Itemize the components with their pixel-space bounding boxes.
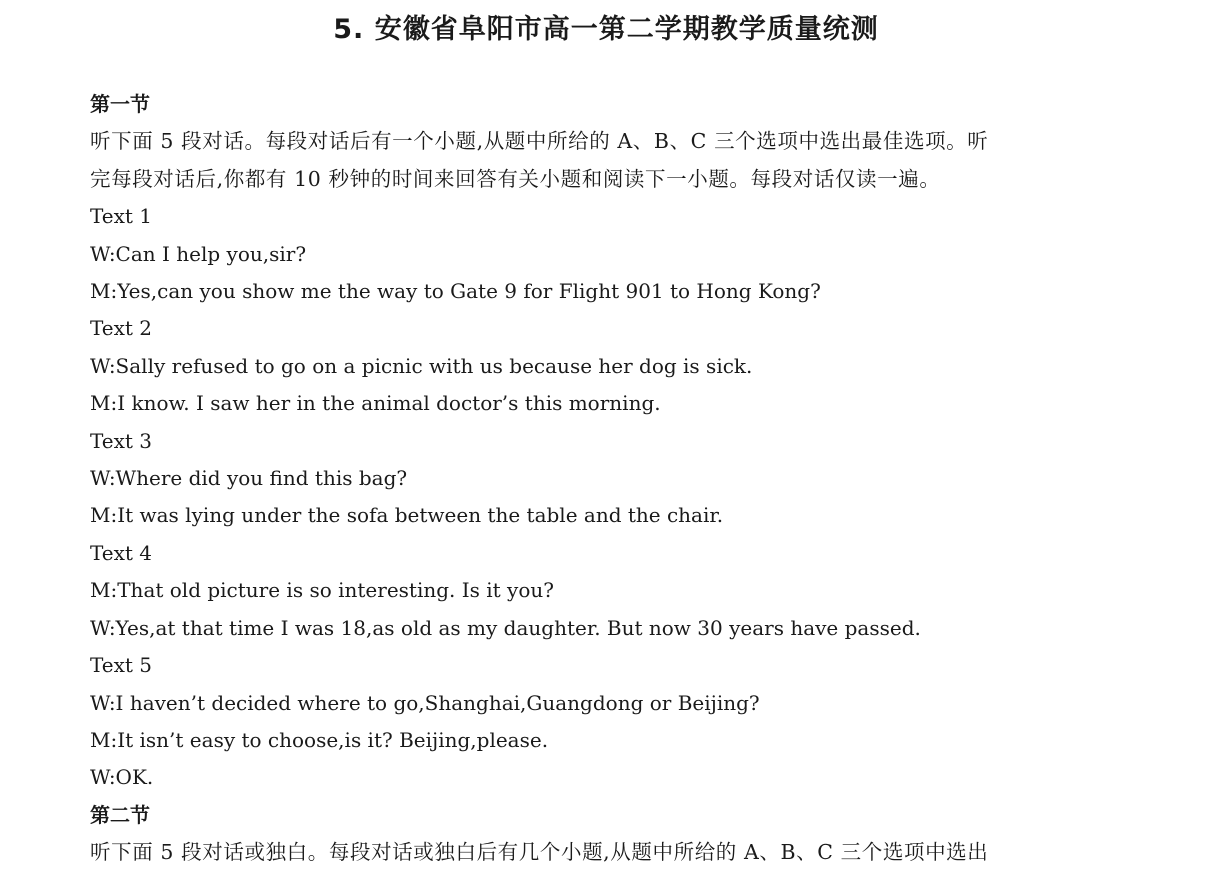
text-2-block <box>90 310 1130 422</box>
document-body <box>90 86 1130 872</box>
text-3-label: Text 3 <box>90 428 153 453</box>
text-1-label: Text 1 <box>90 204 153 229</box>
text-5-label: Text 5 <box>90 653 153 678</box>
text-5-line-1: W:I haven’t decided where to go,Shanghai,Guangdong or Beijing? <box>90 690 760 715</box>
text-1-block <box>90 198 1130 310</box>
text-4-block <box>90 535 1130 647</box>
text-3-line-1: W:Where did you find this bag? <box>90 466 408 491</box>
text-3-block <box>90 423 1130 535</box>
section-2-heading: 第二节 <box>90 802 150 827</box>
document-title: 5. 安徽省阜阳市高一第二学期教学质量统测 <box>333 14 879 45</box>
text-4-line-1: M:That old picture is so interesting. Is it you? <box>90 578 555 603</box>
section-2-instruction-line-1: 听下面 5 段对话或独白。每段对话或独白后有几个小题,从题中所给的 A、B、C 三个选项中选出 <box>90 840 989 865</box>
text-2-label: Text 2 <box>90 316 153 341</box>
text-4-line-2: W:Yes,at that time I was 18,as old as my daughter. But now 30 years have passed. <box>90 615 921 640</box>
text-2-line-1: W:Sally refused to go on a picnic with us because her dog is sick. <box>90 353 753 378</box>
text-5-block <box>90 647 1130 797</box>
text-5-line-2: M:It isn’t easy to choose,is it? Beijing,please. <box>90 727 549 752</box>
text-4-label: Text 4 <box>90 540 153 565</box>
text-1-line-2: M:Yes,can you show me the way to Gate 9 for Flight 901 to Hong Kong? <box>90 279 821 304</box>
section-1-instruction-line-2: 完每段对话后,你都有 10 秒钟的时间来回答有关小题和阅读下一小题。每段对话仅读一遍。 <box>90 166 941 191</box>
text-2-line-2: M:I know. I saw her in the animal doctor’s this morning. <box>90 391 661 416</box>
text-3-line-2: M:It was lying under the sofa between the table and the chair. <box>90 503 724 528</box>
text-5-line-3: W:OK. <box>90 765 154 790</box>
text-1-line-1: W:Can I help you,sir? <box>90 241 307 266</box>
section-1-heading: 第一节 <box>90 92 150 116</box>
section-1-instruction-line-1: 听下面 5 段对话。每段对话后有一个小题,从题中所给的 A、B、C 三个选项中选出最佳选项。听 <box>90 129 989 154</box>
